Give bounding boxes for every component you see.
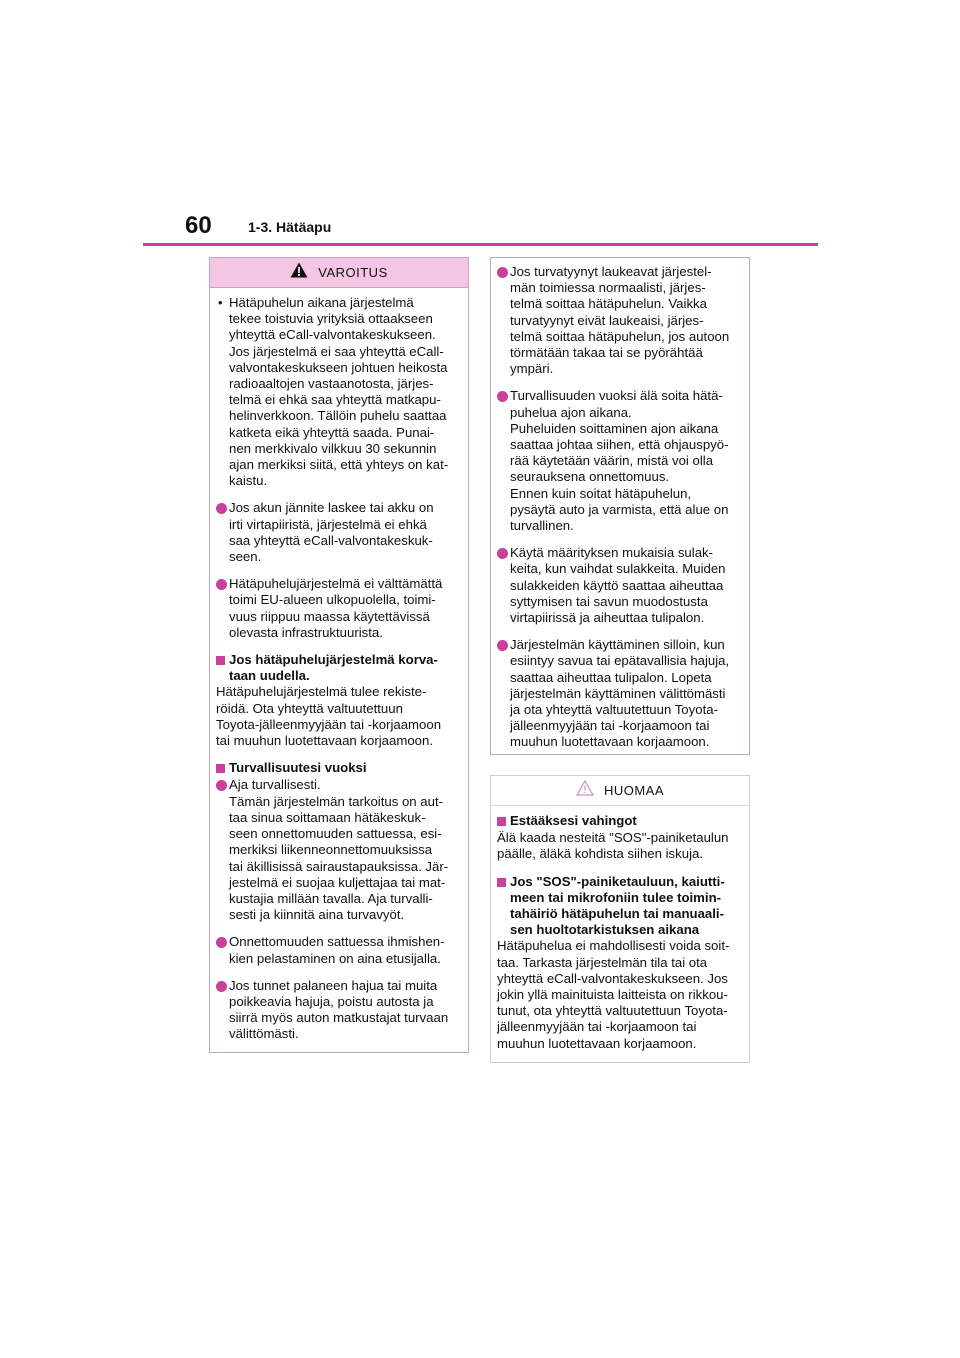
list-item [497,545,743,626]
notice-triangle-outline-icon [576,780,594,801]
warning-text: Turvallisuuden vuoksi älä soita hätä- puhelua ajon aikana. Puheluiden soittaminen ajon aikana saattaa johtaa siihen, että ohjauspyö- rää käytetään väärin, mistä voi olla seurauksena onnettomuus. Ennen kuin soitat hätäpuhelun, pysäytä auto ja varmista, että alue on turvallinen. [510,388,729,534]
list-item [216,295,462,489]
paragraph: Hätäpuhelujärjestelmä tulee rekiste- röidä. Ota yhteyttä valtuutettuun Toyota-jälleenmyyjään tai -korjaamoon tai muuhun luotettavaan korjaamoon. [216,684,442,749]
list-item [216,978,462,1043]
warning-text: Aja turvallisesti. Tämän järjestelmän tarkoitus on aut- taa sinua soittamaan hätäkeskuk- seen onnettomuuden sattuessa, esi- merkiksi liikenneonnettomuuksissa tai äkillisissä sairaustapauksissa. Jär- jestelmä ei suojaa kuljettajaa tai mat- kustajia millään tavalla. Aja turvalli- sesti ja kiinnitä aina turvavyöt. [229,777,449,923]
warning-text: Jos tunnet palaneen hajua tai muita poikkeavia hajuja, poistu autosta ja siirrä myös auton matkustajat turvaan välittömästi. [229,977,449,1042]
list-item [216,934,462,966]
circle-bullet-icon [216,937,227,948]
subheading [497,813,743,830]
bullet-point-icon: • [218,295,223,310]
subheading-text: Jos hätäpuhelujärjestelmä korva- taan uudella. [229,652,438,684]
circle-bullet-icon [216,981,227,992]
circle-bullet-icon [216,503,227,514]
square-bullet-icon [216,764,225,773]
warning-text: Jos akun jännite laskee tai akku on irti virtapiiristä, järjestelmä ei ehkä saa yhteyttä eCall-valvontakeskuk- seen. [229,500,434,565]
circle-bullet-icon [497,267,508,278]
list-item [497,637,743,750]
warning-text: Onnettomuuden sattuessa ihmishen- kien pelastaminen on aina etusijalla. [229,934,445,966]
square-bullet-icon [497,878,506,887]
paragraph: Hätäpuhelua ei mahdollisesti voida soit- taa. Tarkasta järjestelmän tila tai ota yhteyttä eCall-valvontakeskukseen. Jos jokin yllä mainituista laitteista on rikkou- tunut, ota yhteyttä valtuutettuun Toyota- jälleenmyyjään tai -korjaamoon tai muuhun luotettavaan korjaamoon. [497,938,730,1051]
notice-box [490,775,750,1063]
circle-bullet-icon [216,579,227,590]
circle-bullet-icon [497,548,508,559]
list-item [497,264,743,377]
list-item [216,576,462,641]
subheading-text: Turvallisuutesi vuoksi [229,760,367,776]
subheading [216,652,462,684]
page-number: 60 [185,212,212,239]
section-title: 1-3. Hätäapu [248,219,332,235]
notice-title: HUOMAA [603,783,665,798]
square-bullet-icon [216,656,225,665]
subheading-text: Jos "SOS"-painiketauluun, kaiutti- meen tai mikrofoniin tulee toimin- tahäiriö hätäpuhelun tai manuaali- sen huoltotarkistuksen aikana [510,873,725,938]
warning-header [210,258,468,288]
subheading [216,760,462,777]
paragraph: Älä kaada nesteitä "SOS"-painiketaulun päälle, äläkä kohdista siihen iskuja. [497,830,729,862]
subheading-text: Estääksesi vahingot [510,813,637,828]
subheading [497,874,743,939]
notice-header [491,776,749,806]
warning-text: Jos turvatyynyt laukeavat järjestel- män toimiessa normaalisti, järjes- telmä soittaa hätäpuhelun. Vaikka turvatyynyt eivät laukeaisi, järjes- telmä soittaa hätäpuhelun, jos autoon törmätään takaa tai se pyörähtää ympäri. [510,264,730,377]
warning-triangle-icon [290,262,308,283]
warning-text: Hätäpuhelujärjestelmä ei välttämättä toimi EU-alueen ulkopuolella, toimi- vuus riippuu maassa käytettävissä olevasta infrastruktuurista. [229,576,443,640]
circle-bullet-icon [497,640,508,651]
circle-bullet-icon [497,391,508,402]
warning-box-left [209,257,469,1053]
warning-text: Järjestelmän käyttäminen silloin, kun esiintyy savua tai epätavallisia hajuja, saattaa aiheuttaa tulipalon. Lopeta järjestelmän käyttäminen välittömästi ja ota yhteyttä valtuutettuun Toyota- jälleenmyyjään tai -korjaamoon tai muuhun luotettavaan korjaamoon. [510,637,730,750]
warning-box-right [490,257,750,755]
warning-title: VAROITUS [318,265,388,280]
list-item [497,388,743,534]
circle-bullet-icon [216,780,227,791]
warning-text: Hätäpuhelun aikana järjestelmä tekee toistuvia yrityksiä ottaakseen yhteyttä eCall-valvontakeskukseen. Jos järjestelmä ei saa yhteyttä eCall- valvontakeskukseen johtuen heikosta radioaaltojen vastaanotosta, järjes- telmä ei ehkä saa yhteyttä matkapu- helinverkkoon. Tällöin puhelu saattaa katketa eikä yhteyttä saada. Punai- nen merkkivalo vilkkuu 30 sekunnin ajan merkiksi siitä, että yhteys on kat- kaistu. [229,295,449,489]
header-rule [143,243,818,246]
list-item [216,777,462,923]
square-bullet-icon [497,817,506,826]
list-item [216,500,462,565]
warning-text: Käytä määrityksen mukaisia sulak- keita, kun vaihdat sulakkeita. Muiden sulakkeiden käyttö saattaa aiheuttaa syttymisen tai savun muodostusta virtapiirissä ja aiheuttaa tulipalon. [510,545,726,626]
